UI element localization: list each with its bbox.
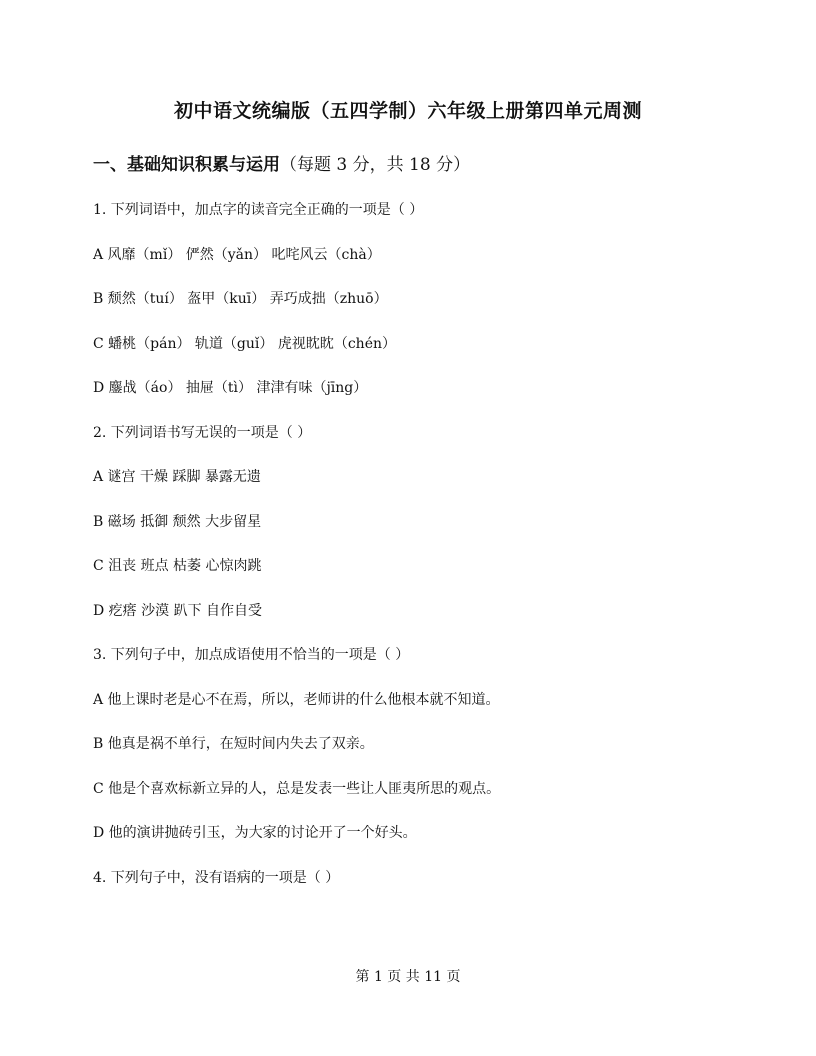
- section-heading: [93, 150, 470, 175]
- section-heading-text: 一、基础知识积累与运用: [93, 155, 280, 175]
- question-4-stem: 4. 下列句子中，没有语病的一项是（ ）: [93, 869, 340, 886]
- question-2-option-c: C 沮丧 班点 枯萎 心惊肉跳: [93, 558, 262, 574]
- section-score: （每题 3 分，共 18 分）: [280, 155, 471, 175]
- question-3-option-b: B 他真是祸不单行，在短时间内失去了双亲。: [93, 736, 374, 752]
- question-3-option-c: C 他是个喜欢标新立异的人，总是发表一些让人匪夷所思的观点。: [93, 780, 501, 797]
- question-3-stem: 3. 下列句子中，加点成语使用不恰当的一项是（ ）: [93, 647, 410, 663]
- question-1-option-c: C 蟠桃（pán） 轨道（guǐ） 虎视眈眈（chén）: [93, 335, 397, 352]
- question-1-option-d: D 鏖战（áo） 抽屉（tì） 津津有味（jīng）: [93, 380, 368, 396]
- question-1-option-a: A 风靡（mǐ） 俨然（yǎn） 叱咤风云（chà）: [93, 246, 381, 263]
- question-1-stem: 1. 下列词语中，加点字的读音完全正确的一项是（ ）: [93, 202, 424, 218]
- question-2-stem: 2. 下列词语书写无误的一项是（ ）: [93, 424, 312, 441]
- question-2-option-d: D 疙瘩 沙漠 趴下 自作自受: [93, 602, 263, 619]
- document-title: 初中语文统编版（五四学制）六年级上册第四单元周测: [173, 100, 642, 122]
- question-3-option-d: D 他的演讲抛砖引玉，为大家的讨论开了一个好头。: [93, 825, 417, 841]
- question-1-option-b: B 颓然（tuí） 盔甲（kuī） 弄巧成拙（zhuō）: [93, 291, 388, 307]
- question-list: [93, 198, 743, 910]
- page-footer: 第 1 页 共 11 页: [355, 969, 461, 985]
- question-2-option-a: A 谜宫 干燥 踩脚 暴露无遗: [93, 469, 261, 485]
- question-3-option-a: A 他上课时老是心不在焉，所以，老师讲的什么他根本就不知道。: [93, 691, 500, 708]
- question-2-option-b: B 磁场 抵御 颓然 大步留星: [93, 513, 262, 530]
